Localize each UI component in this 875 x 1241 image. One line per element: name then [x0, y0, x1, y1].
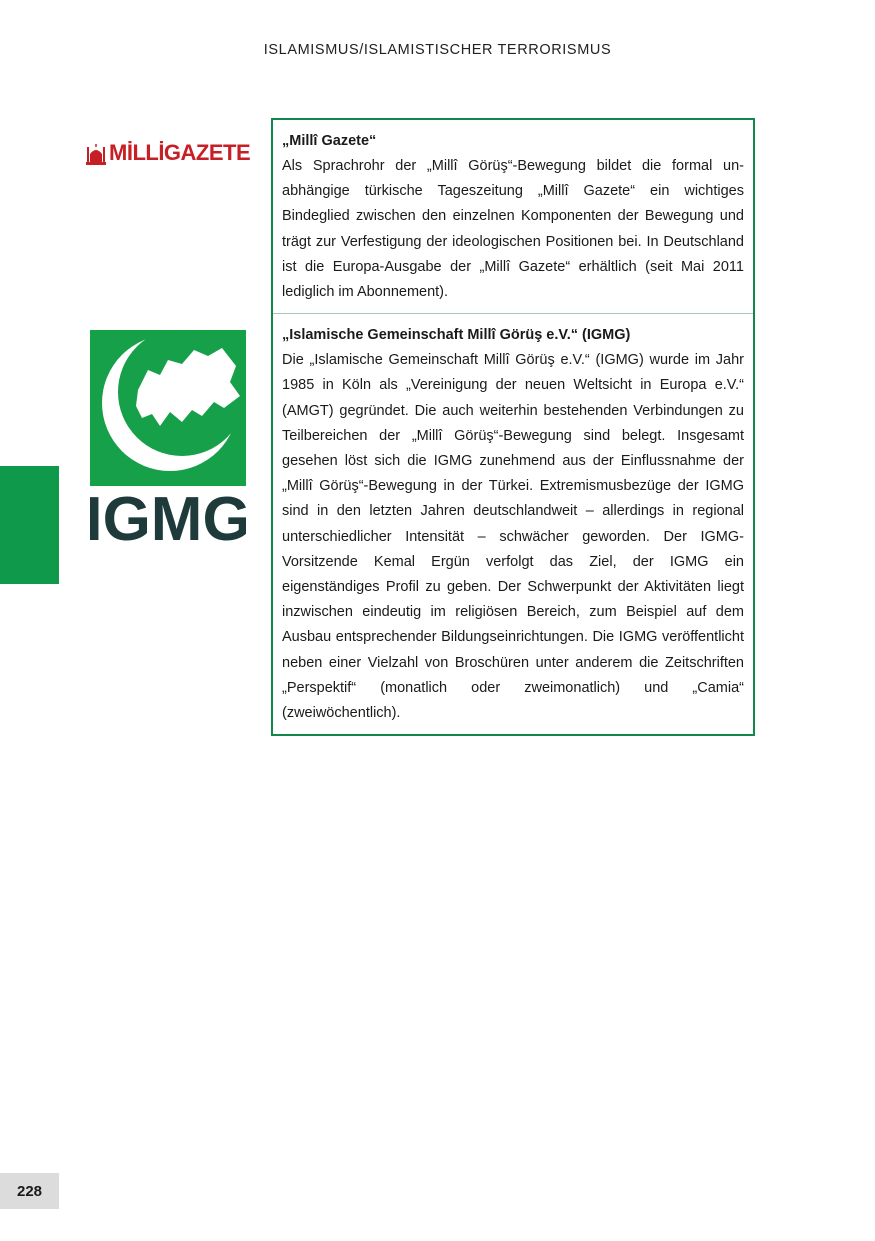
crescent-europe-map-icon [90, 330, 246, 544]
milli-gazete-logo [86, 140, 250, 166]
section-body: Die „Islamische Gemeinschaft Millî Görüş e.V.“ (IGMG) wurde im Jahr 1985 in Köln als „Vereinigung der neuen Weltsicht in Europa e.V.“ (AMGT) gegründet. Die auch weiterhin bestehenden Verbindungen zu Teilbereichen der „Millî Görüş“-Bewegung sind belegt. Insgesamt gesehen löst sich die IGMG zunehmend aus der Einflussnahme der „Millî Görüş“-Bewegung in der Türkei. Extremismusbezüge der IGMG sind in den letzten Jahren deutschlandweit – allerdings in regional unterschiedlicher Intensität – schwächer geworden. Der IGMG-Vorsitzende Kemal Ergün verfolgt das Ziel, der IGMG ein eigenständiges Profil zu geben. Der Schwerpunkt der Aktivitäten liegt inzwischen eindeutig im religiösen Bereich, zum Beispiel auf dem Ausbau entsprechender Bildungseinrichtungen. Die IGMG veröffentlicht neben einer Vielzahl von Broschüren unter anderem die Zeitschriften „Perspektif“ (monatlich oder zweimonatlich) und „Camia“ (zweiwöchentlich). [282, 352, 744, 722]
section-igmg [273, 313, 753, 734]
section-title: „Millî Gazete“ [282, 133, 377, 149]
info-box [271, 118, 755, 736]
section-title: „Islamische Gemeinschaft Millî Görüş e.V.“ (IGMG) [282, 327, 631, 344]
mosque-icon [86, 141, 106, 165]
milli-gazete-wordmark: MİLLİGAZETE [109, 140, 251, 165]
section-milli-gazete [273, 120, 753, 313]
igmg-wordmark: IGMG [90, 485, 246, 544]
chapter-tab-marker [0, 466, 59, 584]
igmg-logo [90, 330, 246, 549]
section-body: Als Sprachrohr der „Millî Görüş“-Bewegung bildet die formal unabhängige türkische Tageszeitung „Millî Gazete“ ein wichtiges Bindeglied zwischen den einzelnen Komponenten der Bewegung und trägt zur Verfestigung der ideologischen Positionen bei. In Deutschland ist die Europa-Ausgabe der „Millî Gazete“ erhältlich (seit Mai 2011 lediglich im Abonnement). [282, 158, 744, 301]
page-number: 228 [0, 1173, 59, 1209]
running-header: ISLAMISMUS/ISLAMISTISCHER TERRORISMUS [263, 42, 612, 58]
